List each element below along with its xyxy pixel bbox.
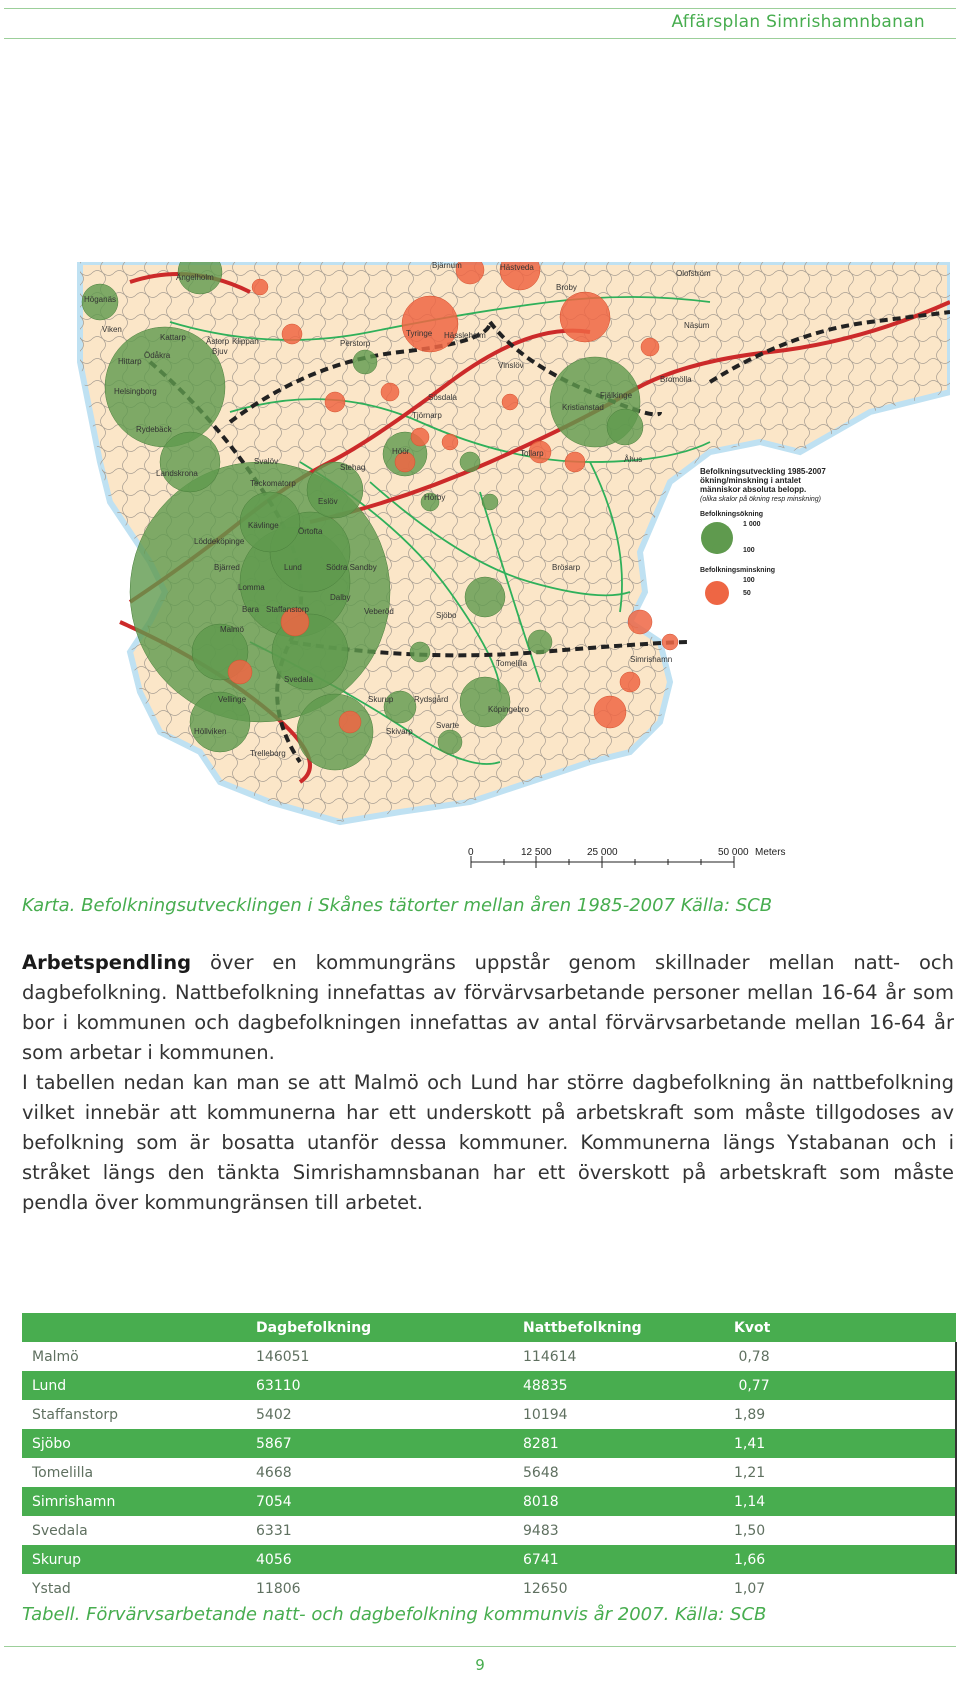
cell-day: 11806 <box>256 1574 523 1603</box>
cell-municipality: Malmö <box>22 1342 256 1371</box>
cell-day: 63110 <box>256 1371 523 1400</box>
place-label: Bjuv <box>212 347 228 356</box>
cell-municipality: Simrishamn <box>22 1487 256 1516</box>
legend-title-1: Befolkningsutveckling 1985-2007 <box>700 467 826 476</box>
place-label: Svalöv <box>254 457 279 466</box>
cell-municipality: Lund <box>22 1371 256 1400</box>
cell-ratio: 0,78 <box>734 1342 956 1371</box>
cell-day: 5867 <box>256 1429 523 1458</box>
table-row <box>22 1574 956 1603</box>
place-label: Fjälkinge <box>600 391 633 400</box>
cell-municipality: Tomelilla <box>22 1458 256 1487</box>
place-label: Tyringe <box>406 329 433 338</box>
population-map <box>70 262 950 832</box>
paragraph-2: I tabellen nedan kan man se att Malmö och Lund har större dagbefolkning än nattbefolkning vilket innebär att kommunerna har ett underskott på arbetskraft som måste tillgodoses av befolkning som är bosatta utanför dessa kommuner. Kommunerna längs Ystabanan och i stråket längs den tänkta Simrishamnsbanan har ett överskott på arbetskraft som måste pendla över kommungränsen till arbetet. <box>22 1071 954 1214</box>
table-header-municipality <box>22 1313 256 1342</box>
place-label: Bromölla <box>660 375 692 384</box>
place-label: Skurup <box>368 695 394 704</box>
place-label: Kävlinge <box>248 521 279 530</box>
cell-day: 4056 <box>256 1545 523 1574</box>
place-label: Åhus <box>624 455 643 464</box>
legend-decrease-value-large: 100 <box>743 577 755 584</box>
place-label: Staffanstorp <box>266 605 309 614</box>
place-label: Sjöbo <box>436 611 457 620</box>
cell-night: 10194 <box>523 1400 734 1429</box>
place-label: Bjärnum <box>432 262 462 270</box>
paragraph-1-text: över en kommungräns uppstår genom skillnader mellan natt- och dagbefolkning. Nattbefolkning innefattas av förvärvsarbetande personer mellan 16-64 år som bor i kommunen och dagbefolkningen innefattas av antal förvärvsarbetande mellan 16-64 år som arbetar i kommunen. <box>22 951 954 1064</box>
cell-day: 146051 <box>256 1342 523 1371</box>
place-label: Hästveda <box>500 263 534 272</box>
place-label: Vinslöv <box>498 361 524 370</box>
place-label: Köpingebro <box>488 705 529 714</box>
place-label: Tjörnarp <box>412 411 442 420</box>
table-caption: Tabell. Förvärvsarbetande natt- och dagbefolkning kommunvis år 2007. Källa: SCB <box>22 1604 767 1625</box>
cell-ratio: 1,50 <box>734 1516 956 1545</box>
page-number: 9 <box>475 1656 485 1674</box>
cell-municipality: Sjöbo <box>22 1429 256 1458</box>
cell-ratio: 1,89 <box>734 1400 956 1429</box>
place-label: Eslöv <box>318 497 338 506</box>
table-header-day: Dagbefolkning <box>256 1313 523 1342</box>
place-label: Skivarp <box>386 727 413 736</box>
cell-ratio: 1,14 <box>734 1487 956 1516</box>
place-label: Teckomatorp <box>250 479 296 488</box>
legend-increase-value-small: 100 <box>743 547 755 554</box>
place-label: Tomelilla <box>496 659 528 668</box>
cell-night: 12650 <box>523 1574 734 1603</box>
place-label: Ängelholm <box>176 273 214 282</box>
place-label: Örtofta <box>298 527 323 536</box>
legend-decrease-value-small: 50 <box>743 590 751 597</box>
cell-night: 5648 <box>523 1458 734 1487</box>
place-label: Hörby <box>424 493 446 502</box>
header-rule-bottom <box>4 38 956 39</box>
table-row <box>22 1487 956 1516</box>
place-label: Helsingborg <box>114 387 157 396</box>
body-text <box>22 948 954 1218</box>
place-label: Löddeköpinge <box>194 537 245 546</box>
scale-unit: Meters <box>755 847 786 858</box>
cell-ratio: 1,66 <box>734 1545 956 1574</box>
footer-rule <box>4 1646 956 1647</box>
population-table <box>22 1313 957 1603</box>
cell-day: 7054 <box>256 1487 523 1516</box>
cell-night: 9483 <box>523 1516 734 1545</box>
place-label: Broby <box>556 283 577 292</box>
cell-night: 8281 <box>523 1429 734 1458</box>
place-label: Bara <box>242 605 259 614</box>
place-label: Vellinge <box>218 695 247 704</box>
cell-ratio: 0,77 <box>734 1371 956 1400</box>
legend-decrease-label: Befolkningsminskning <box>700 567 776 574</box>
cell-night: 114614 <box>523 1342 734 1371</box>
legend-increase-small <box>712 544 722 554</box>
header-rule-top <box>4 8 956 9</box>
place-label: Höör <box>392 447 410 456</box>
table-row <box>22 1400 956 1429</box>
place-label: Kristianstad <box>562 403 604 412</box>
place-label: Rydsgård <box>414 695 449 704</box>
cell-municipality: Svedala <box>22 1516 256 1545</box>
table-row <box>22 1545 956 1574</box>
scale-tick-0: 0 <box>468 847 474 858</box>
place-label: Södra Sandby <box>326 563 377 572</box>
cell-municipality: Ystad <box>22 1574 256 1603</box>
header-title: Affärsplan Simrishamnbanan <box>671 12 925 32</box>
place-label: Simrishamn <box>630 655 673 664</box>
cell-municipality: Staffanstorp <box>22 1400 256 1429</box>
cell-night: 48835 <box>523 1371 734 1400</box>
place-label: Lund <box>284 563 302 572</box>
place-label: Veberöd <box>364 607 394 616</box>
place-label: Olofström <box>676 269 711 278</box>
table-row <box>22 1342 956 1371</box>
place-label: Ödåkra <box>144 351 171 360</box>
table-header-ratio: Kvot <box>734 1313 956 1342</box>
scale-tick-50000: 50 000 <box>718 847 749 858</box>
place-label: Klippan <box>232 337 259 346</box>
place-label: Perstorp <box>340 339 371 348</box>
paragraph-1-lead: Arbetspendling <box>22 951 192 974</box>
place-label: Lomma <box>238 583 265 592</box>
cell-ratio: 1,07 <box>734 1574 956 1603</box>
legend-title-3: människor absoluta belopp. <box>700 485 807 494</box>
scale-tick-25000: 25 000 <box>587 847 618 858</box>
cell-day: 6331 <box>256 1516 523 1545</box>
legend-decrease-small <box>710 588 724 602</box>
place-label: Malmö <box>220 625 245 634</box>
place-label: Rydebäck <box>136 425 172 434</box>
cell-night: 6741 <box>523 1545 734 1574</box>
place-label: Stehag <box>340 463 366 472</box>
place-label: Landskrona <box>156 469 198 478</box>
place-label: Kattarp <box>160 333 186 342</box>
legend-title-2: ökning/minskning i antalet <box>700 476 801 485</box>
legend-subtitle: (olika skalor på ökning resp minskning) <box>700 496 821 503</box>
table-row <box>22 1458 956 1487</box>
place-label: Sösdala <box>428 393 457 402</box>
place-label: Dalby <box>330 593 351 602</box>
place-label: Höganäs <box>84 295 117 304</box>
cell-night: 8018 <box>523 1487 734 1516</box>
legend-increase-label: Befolkningsökning <box>700 511 763 518</box>
map-caption: Karta. Befolkningsutvecklingen i Skånes tätorter mellan åren 1985-2007 Källa: SCB <box>22 895 773 916</box>
place-label: Svarte <box>436 721 460 730</box>
place-label: Näsum <box>684 321 710 330</box>
scale-tick-12500: 12 500 <box>521 847 552 858</box>
table-row <box>22 1429 956 1458</box>
cell-ratio: 1,41 <box>734 1429 956 1458</box>
cell-ratio: 1,21 <box>734 1458 956 1487</box>
place-label: Svedala <box>284 675 313 684</box>
place-label: Hittarp <box>118 357 142 366</box>
table-header-night: Nattbefolkning <box>523 1313 734 1342</box>
table-header-row <box>22 1313 956 1342</box>
cell-municipality: Skurup <box>22 1545 256 1574</box>
place-label: Bjärred <box>214 563 240 572</box>
place-label: Åstorp <box>206 337 230 346</box>
place-label: Viken <box>102 325 122 334</box>
table-row <box>22 1516 956 1545</box>
paragraph-1 <box>22 948 954 1068</box>
place-label: Brösarp <box>552 563 581 572</box>
place-label: Hässleholm <box>444 331 486 340</box>
table-row <box>22 1371 956 1400</box>
place-label: Trelleborg <box>250 749 286 758</box>
place-label: Höllviken <box>194 727 227 736</box>
cell-day: 5402 <box>256 1400 523 1429</box>
cell-day: 4668 <box>256 1458 523 1487</box>
legend-increase-value-large: 1 000 <box>743 521 761 528</box>
place-label: Tollarp <box>520 449 544 458</box>
